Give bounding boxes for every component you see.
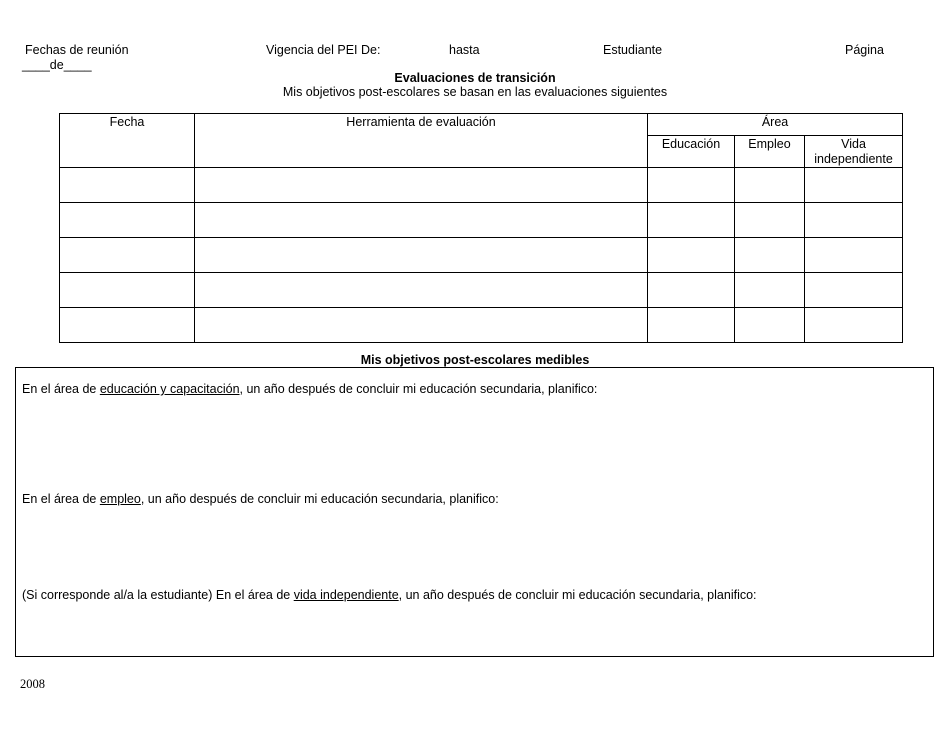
table-row (60, 168, 903, 203)
education-goal-prefix: En el área de (22, 382, 100, 396)
iep-validity-label: Vigencia del PEI De: (266, 43, 381, 57)
employment-goal-prefix: En el área de (22, 492, 100, 506)
tool-cell[interactable] (195, 168, 648, 203)
goals-title: Mis objetivos post-escolares medibles (360, 353, 590, 367)
tool-cell[interactable] (195, 238, 648, 273)
education-cell[interactable] (648, 308, 735, 343)
employment-goal-prompt[interactable] (22, 492, 499, 506)
employment-cell[interactable] (735, 308, 805, 343)
independent-living-cell[interactable] (805, 308, 903, 343)
date-cell[interactable] (60, 238, 195, 273)
independent-living-goal-prompt[interactable] (22, 588, 757, 602)
independent-living-goal-prefix: (Si corresponde al/a la estudiante) En el área de (22, 588, 294, 602)
education-cell[interactable] (648, 273, 735, 308)
footer-year: 2008 (20, 677, 45, 691)
independent-living-goal-suffix: , un año después de concluir mi educación secundaria, planifico: (398, 588, 757, 602)
table-row (60, 308, 903, 343)
date-cell[interactable] (60, 168, 195, 203)
table-row (60, 238, 903, 273)
independent-living-cell[interactable] (805, 203, 903, 238)
column-header-employment: Empleo (735, 136, 805, 168)
education-cell[interactable] (648, 238, 735, 273)
education-goal-suffix: , un año después de concluir mi educación secundaria, planifico: (239, 382, 598, 396)
tool-cell[interactable] (195, 203, 648, 238)
education-goal-prompt[interactable] (22, 382, 597, 396)
column-header-independent-living: Vida independiente (805, 136, 903, 168)
employment-cell[interactable] (735, 238, 805, 273)
page-label: Página (845, 43, 884, 57)
student-label: Estudiante (603, 43, 663, 57)
column-header-education: Educación (648, 136, 735, 168)
independent-living-cell[interactable] (805, 238, 903, 273)
independent-living-cell[interactable] (805, 273, 903, 308)
employment-cell[interactable] (735, 203, 805, 238)
date-cell[interactable] (60, 203, 195, 238)
meeting-dates-label: Fechas de reunión (25, 43, 129, 57)
employment-goal-area: empleo (99, 492, 141, 506)
column-header-tool: Herramienta de evaluación (195, 114, 648, 168)
employment-cell[interactable] (735, 168, 805, 203)
meeting-dates-blank[interactable]: ____de____ (22, 58, 92, 72)
tool-cell[interactable] (195, 273, 648, 308)
until-label: hasta (449, 43, 480, 57)
independent-living-cell[interactable] (805, 168, 903, 203)
table-row (60, 273, 903, 308)
date-cell[interactable] (60, 273, 195, 308)
tool-cell[interactable] (195, 308, 648, 343)
assessments-subtitle: Mis objetivos post-escolares se basan en las evaluaciones siguientes (282, 85, 668, 99)
employment-cell[interactable] (735, 273, 805, 308)
assessments-table (59, 113, 903, 343)
education-goal-area: educación y capacitación (99, 382, 240, 396)
column-header-date: Fecha (60, 114, 195, 168)
assessments-title: Evaluaciones de transición (394, 71, 556, 85)
column-header-area: Área (648, 114, 903, 136)
education-cell[interactable] (648, 168, 735, 203)
independent-living-goal-area: vida independiente (293, 588, 399, 602)
goals-box (15, 367, 934, 657)
table-row (60, 203, 903, 238)
employment-goal-suffix: , un año después de concluir mi educación secundaria, planifico: (140, 492, 499, 506)
date-cell[interactable] (60, 308, 195, 343)
education-cell[interactable] (648, 203, 735, 238)
